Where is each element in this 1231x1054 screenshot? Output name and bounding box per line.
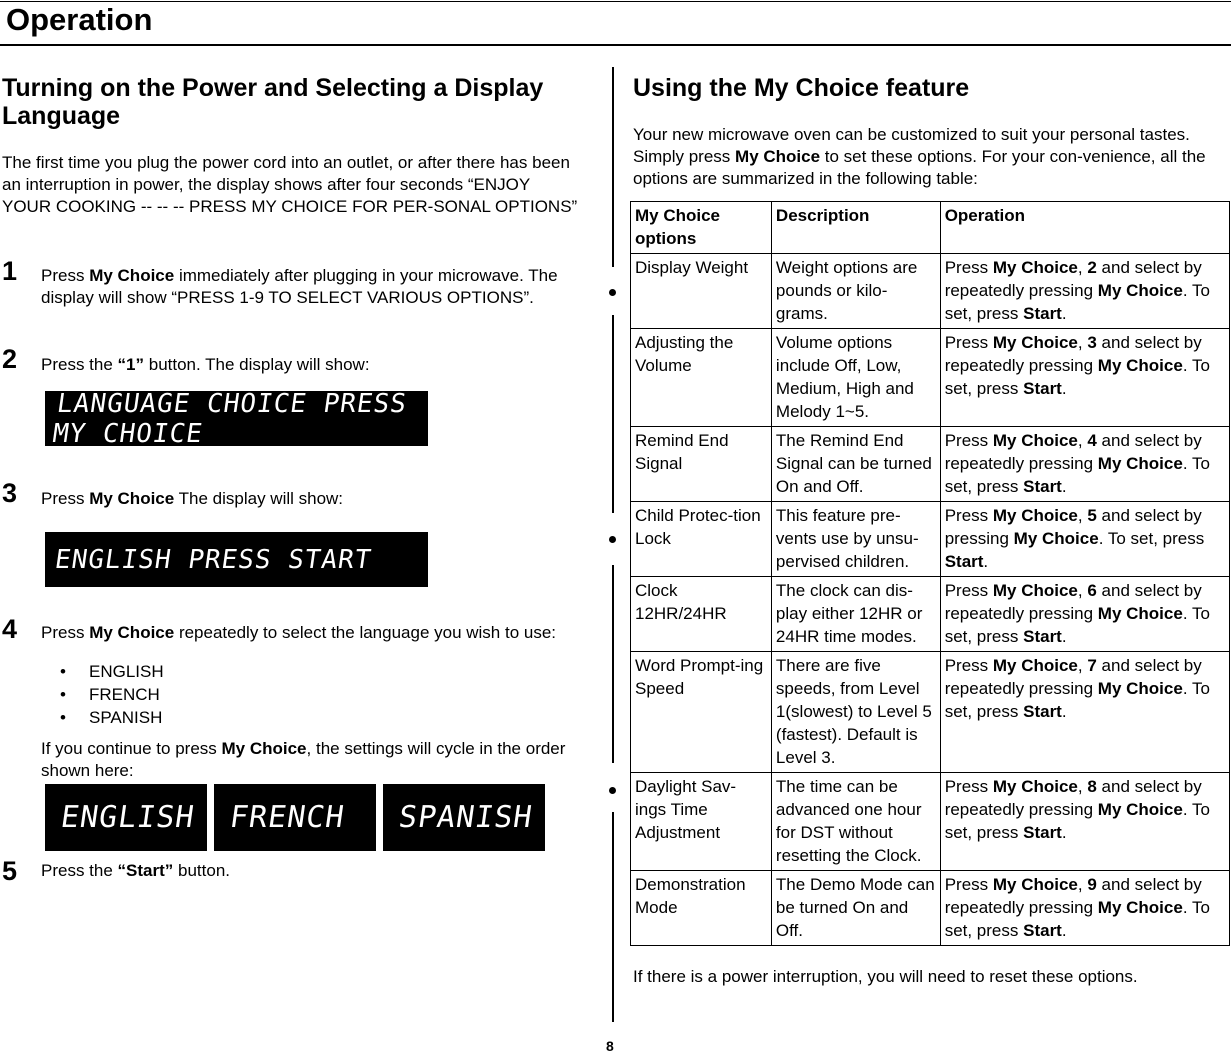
table-row (631, 652, 1230, 773)
option-name: Child Protec-tion Lock (631, 502, 772, 577)
option-name: Adjusting the Volume (631, 329, 772, 427)
step-1-number: 1 (2, 256, 18, 286)
step-5-text: Press the “Start” button. (41, 861, 230, 880)
page-number: 8 (606, 1038, 614, 1054)
option-operation: Press My Choice, 9 and select by repeatedly pressing My Choice. To set, press Start. (940, 871, 1229, 946)
column-divider (612, 812, 614, 1022)
left-intro: The first time you plug the power cord into an outlet, or after there has been an interruption in power, the display shows after four seconds “ENJOY YOUR COOKING -- -- -- PRESS MY CHOICE FOR PER-SONAL OPTIONS” (2, 153, 578, 216)
option-description: There are five speeds, from Level 1(slowest) to Level 5 (fastest). Default is Level 3. (771, 652, 940, 773)
option-operation: Press My Choice, 6 and select by repeatedly pressing My Choice. To set, press Start. (940, 577, 1229, 652)
step-2-number: 2 (2, 344, 18, 374)
option-name: Word Prompt-ing Speed (631, 652, 772, 773)
step-4-text: Press My Choice repeatedly to select the language you wish to use: (41, 623, 557, 642)
header-top-rule (0, 1, 1231, 2)
step-3-number: 3 (2, 478, 18, 508)
option-description: The Demo Mode can be turned On and Off. (771, 871, 940, 946)
option-operation: Press My Choice, 5 and select by pressing My Choice. To set, press Start. (940, 502, 1229, 577)
table-header-row (631, 202, 1230, 254)
language-list-item: • FRENCH (60, 685, 160, 704)
table-row (631, 502, 1230, 577)
column-divider (612, 565, 614, 763)
my-choice-options-table (630, 201, 1230, 946)
column-divider (612, 67, 614, 267)
step-5-number: 5 (2, 856, 18, 886)
option-operation: Press My Choice, 3 and select by repeatedly pressing My Choice. To set, press Start. (940, 329, 1229, 427)
right-section-heading: Using the My Choice feature (633, 74, 970, 102)
lcd-cycle-english: ENGLISH (45, 784, 207, 851)
option-description: Weight options are pounds or kilo-grams. (771, 254, 940, 329)
step-4-number: 4 (2, 614, 18, 644)
right-intro: Your new microwave oven can be customized to suit your personal tastes. Simply press My Choice to set these options. For your con-venience, all the options are summarized in the following table: (633, 125, 1206, 188)
page-title: Operation (6, 2, 153, 37)
lcd-display-language-choice: LANGUAGE CHOICE PRESS MY CHOICE (45, 391, 428, 446)
cycle-text: If you continue to press My Choice, the settings will cycle in the order shown here: (41, 739, 566, 780)
table-row (631, 329, 1230, 427)
table-header-cell: Operation (940, 202, 1229, 254)
step-1-text: Press My Choice immediately after plugging in your microwave. The display will show “PRESS 1-9 TO SELECT VARIOUS OPTIONS”. (41, 266, 558, 307)
option-description: The time can be advanced one hour for DST without resetting the Clock. (771, 773, 940, 871)
option-name: Display Weight (631, 254, 772, 329)
option-description: The Remind End Signal can be turned On and Off. (771, 427, 940, 502)
table-row (631, 254, 1230, 329)
option-operation: Press My Choice, 2 and select by repeatedly pressing My Choice. To set, press Start. (940, 254, 1229, 329)
divider-dot (609, 289, 616, 296)
option-description: The clock can dis-play either 12HR or 24HR time modes. (771, 577, 940, 652)
language-list-item: • ENGLISH (60, 662, 164, 681)
option-description: Volume options include Off, Low, Medium, High and Melody 1~5. (771, 329, 940, 427)
option-name: Remind End Signal (631, 427, 772, 502)
lcd-cycle-french: FRENCH (214, 784, 376, 851)
option-name: Demonstration Mode (631, 871, 772, 946)
left-section-heading: Turning on the Power and Selecting a Display Language (2, 74, 544, 130)
table-header-cell: Description (771, 202, 940, 254)
option-description: This feature pre-vents use by unsu-pervised children. (771, 502, 940, 577)
lcd-display-english-press-start: ENGLISH PRESS START (45, 532, 428, 587)
table-row (631, 871, 1230, 946)
option-operation: Press My Choice, 7 and select by repeatedly pressing My Choice. To set, press Start. (940, 652, 1229, 773)
step-2-text: Press the “1” button. The display will show: (41, 355, 370, 374)
divider-dot (609, 536, 616, 543)
option-name: Clock 12HR/24HR (631, 577, 772, 652)
divider-dot (609, 787, 616, 794)
header-rule (0, 44, 1231, 46)
table-header-cell: My Choice options (631, 202, 772, 254)
option-operation: Press My Choice, 8 and select by repeatedly pressing My Choice. To set, press Start. (940, 773, 1229, 871)
option-operation: Press My Choice, 4 and select by repeatedly pressing My Choice. To set, press Start. (940, 427, 1229, 502)
lcd-cycle-spanish: SPANISH (383, 784, 545, 851)
option-name: Daylight Sav-ings Time Adjustment (631, 773, 772, 871)
table-row (631, 773, 1230, 871)
footer-note: If there is a power interruption, you will need to reset these options. (633, 967, 1138, 986)
language-list-item: • SPANISH (60, 708, 163, 727)
step-3-text: Press My Choice The display will show: (41, 489, 344, 508)
table-row (631, 577, 1230, 652)
column-divider (612, 315, 614, 513)
table-row (631, 427, 1230, 502)
